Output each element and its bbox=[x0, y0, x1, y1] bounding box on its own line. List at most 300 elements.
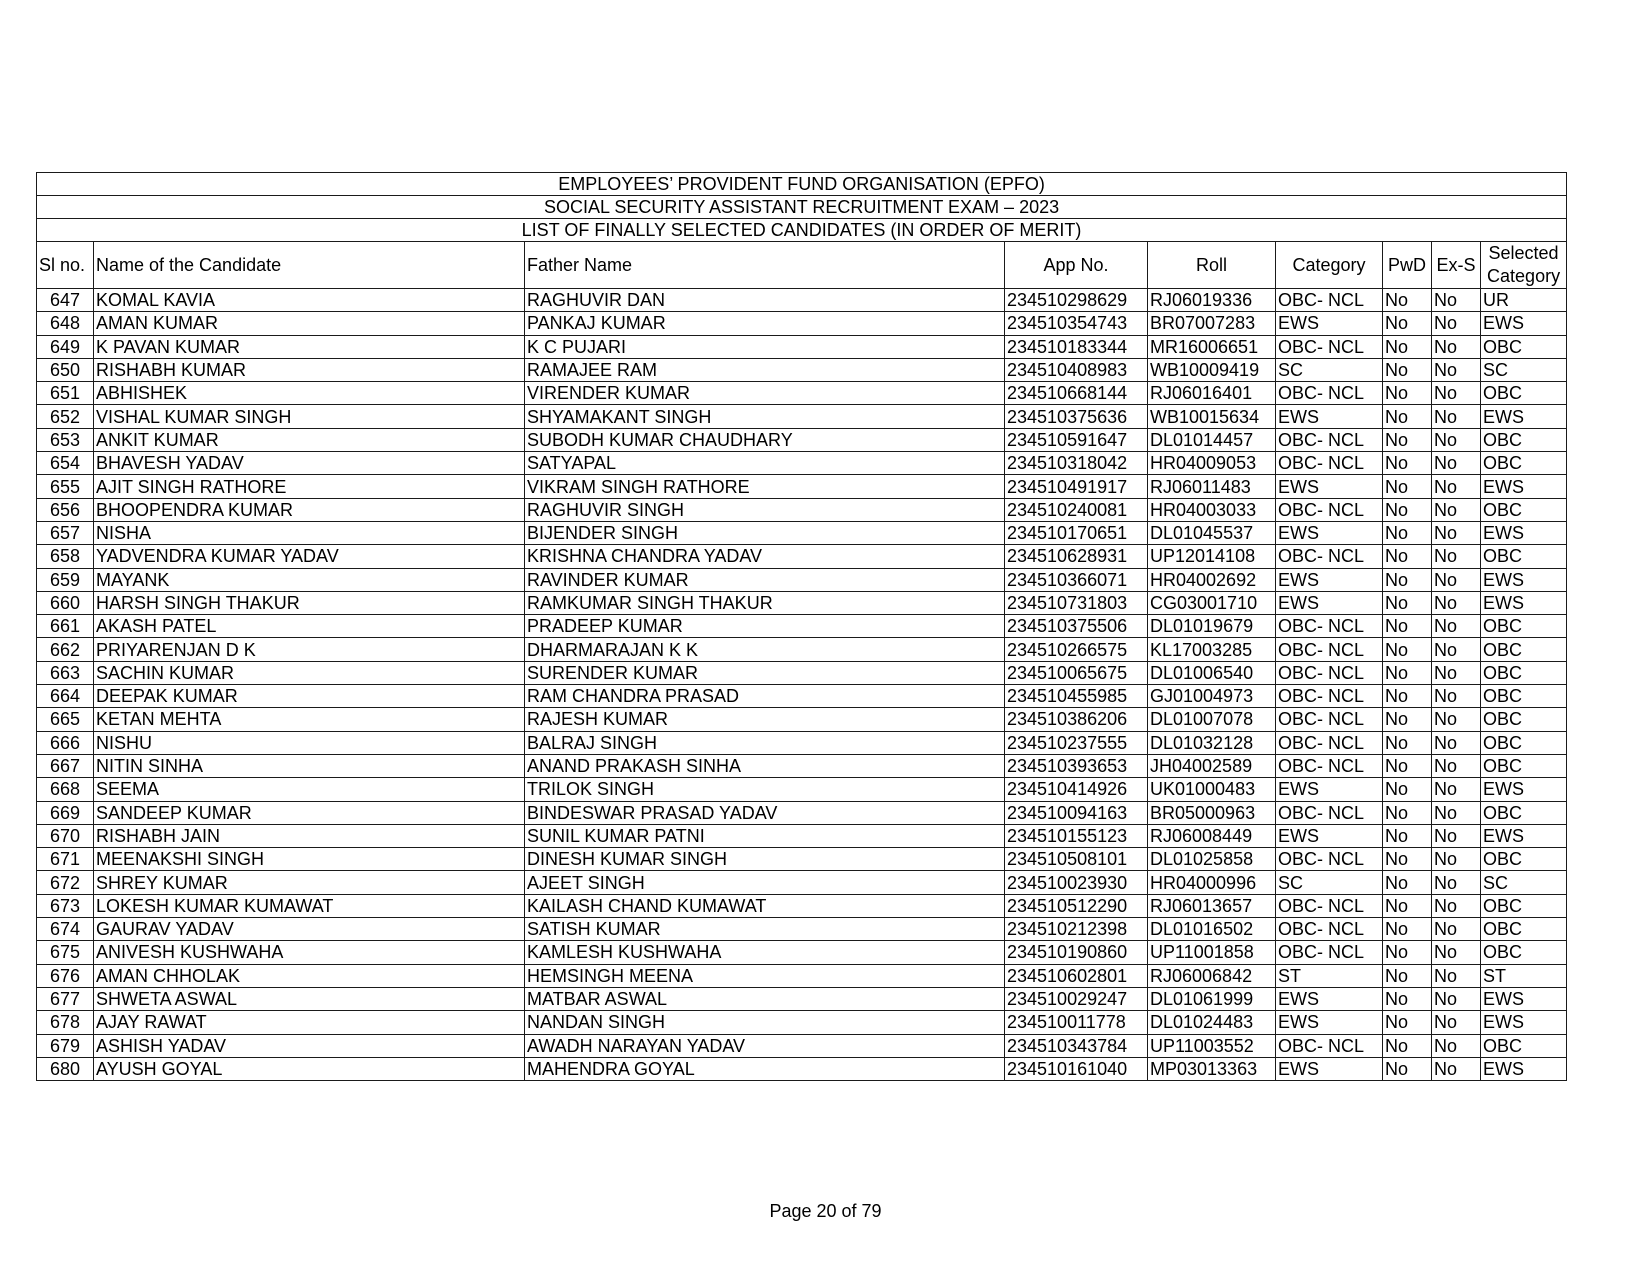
cell-father-name: MATBAR ASWAL bbox=[525, 987, 1005, 1010]
cell-roll: RJ06019336 bbox=[1148, 289, 1276, 312]
cell-category: EWS bbox=[1276, 405, 1383, 428]
cell-selected-category: OBC bbox=[1481, 754, 1567, 777]
cell-pwd: No bbox=[1383, 1034, 1432, 1057]
cell-sl-no: 672 bbox=[37, 871, 94, 894]
table-row bbox=[37, 754, 1567, 777]
cell-app-no: 234510161040 bbox=[1005, 1057, 1148, 1080]
cell-roll: WB10015634 bbox=[1148, 405, 1276, 428]
cell-father-name: BINDESWAR PRASAD YADAV bbox=[525, 801, 1005, 824]
cell-sl-no: 656 bbox=[37, 498, 94, 521]
cell-roll: CG03001710 bbox=[1148, 591, 1276, 614]
table-row bbox=[37, 964, 1567, 987]
cell-ex-s: No bbox=[1432, 1057, 1481, 1080]
cell-sl-no: 674 bbox=[37, 918, 94, 941]
cell-roll: UP11001858 bbox=[1148, 941, 1276, 964]
col-header-sl-no: Sl no. bbox=[37, 242, 94, 289]
page-number: Page 20 of 79 bbox=[769, 1201, 882, 1221]
cell-selected-category: EWS bbox=[1481, 591, 1567, 614]
cell-selected-category: OBC bbox=[1481, 731, 1567, 754]
cell-pwd: No bbox=[1383, 428, 1432, 451]
cell-roll: GJ01004973 bbox=[1148, 685, 1276, 708]
cell-roll: DL01019679 bbox=[1148, 615, 1276, 638]
cell-ex-s: No bbox=[1432, 591, 1481, 614]
cell-candidate-name: ABHISHEK bbox=[94, 382, 525, 405]
cell-candidate-name: BHOOPENDRA KUMAR bbox=[94, 498, 525, 521]
cell-father-name: K C PUJARI bbox=[525, 335, 1005, 358]
cell-father-name: MAHENDRA GOYAL bbox=[525, 1057, 1005, 1080]
cell-sl-no: 657 bbox=[37, 521, 94, 544]
col-header-roll: Roll bbox=[1148, 242, 1276, 289]
cell-roll: MP03013363 bbox=[1148, 1057, 1276, 1080]
cell-selected-category: EWS bbox=[1481, 987, 1567, 1010]
table-row bbox=[37, 289, 1567, 312]
cell-app-no: 234510190860 bbox=[1005, 941, 1148, 964]
cell-app-no: 234510266575 bbox=[1005, 638, 1148, 661]
cell-father-name: DINESH KUMAR SINGH bbox=[525, 848, 1005, 871]
cell-pwd: No bbox=[1383, 1057, 1432, 1080]
cell-category: EWS bbox=[1276, 824, 1383, 847]
cell-app-no: 234510512290 bbox=[1005, 894, 1148, 917]
cell-category: OBC- NCL bbox=[1276, 638, 1383, 661]
cell-category: OBC- NCL bbox=[1276, 894, 1383, 917]
col-header-selected-category bbox=[1481, 242, 1567, 289]
cell-selected-category: OBC bbox=[1481, 382, 1567, 405]
cell-roll: HR04009053 bbox=[1148, 452, 1276, 475]
cell-sl-no: 647 bbox=[37, 289, 94, 312]
cell-app-no: 234510602801 bbox=[1005, 964, 1148, 987]
cell-category: OBC- NCL bbox=[1276, 498, 1383, 521]
cell-pwd: No bbox=[1383, 312, 1432, 335]
cell-father-name: PANKAJ KUMAR bbox=[525, 312, 1005, 335]
cell-candidate-name: MEENAKSHI SINGH bbox=[94, 848, 525, 871]
table-row bbox=[37, 1034, 1567, 1057]
cell-app-no: 234510183344 bbox=[1005, 335, 1148, 358]
cell-category: OBC- NCL bbox=[1276, 452, 1383, 475]
cell-app-no: 234510094163 bbox=[1005, 801, 1148, 824]
cell-candidate-name: SEEMA bbox=[94, 778, 525, 801]
cell-ex-s: No bbox=[1432, 428, 1481, 451]
cell-pwd: No bbox=[1383, 545, 1432, 568]
table-row bbox=[37, 475, 1567, 498]
cell-father-name: SATISH KUMAR bbox=[525, 918, 1005, 941]
table-row bbox=[37, 545, 1567, 568]
cell-app-no: 234510029247 bbox=[1005, 987, 1148, 1010]
cell-selected-category: ST bbox=[1481, 964, 1567, 987]
cell-app-no: 234510668144 bbox=[1005, 382, 1148, 405]
cell-ex-s: No bbox=[1432, 941, 1481, 964]
cell-sl-no: 649 bbox=[37, 335, 94, 358]
cell-app-no: 234510393653 bbox=[1005, 754, 1148, 777]
cell-app-no: 234510318042 bbox=[1005, 452, 1148, 475]
col-header-ex-s: Ex-S bbox=[1432, 242, 1481, 289]
table-row bbox=[37, 778, 1567, 801]
cell-candidate-name: RISHABH JAIN bbox=[94, 824, 525, 847]
cell-father-name: SATYAPAL bbox=[525, 452, 1005, 475]
col-header-app-no: App No. bbox=[1005, 242, 1148, 289]
cell-category: EWS bbox=[1276, 312, 1383, 335]
cell-pwd: No bbox=[1383, 358, 1432, 381]
cell-selected-category: EWS bbox=[1481, 405, 1567, 428]
cell-category: OBC- NCL bbox=[1276, 1034, 1383, 1057]
table-row bbox=[37, 382, 1567, 405]
cell-ex-s: No bbox=[1432, 498, 1481, 521]
cell-candidate-name: VISHAL KUMAR SINGH bbox=[94, 405, 525, 428]
cell-category: OBC- NCL bbox=[1276, 848, 1383, 871]
cell-father-name: KAILASH CHAND KUMAWAT bbox=[525, 894, 1005, 917]
cell-candidate-name: AYUSH GOYAL bbox=[94, 1057, 525, 1080]
cell-category: EWS bbox=[1276, 1057, 1383, 1080]
cell-father-name: RAGHUVIR DAN bbox=[525, 289, 1005, 312]
cell-pwd: No bbox=[1383, 918, 1432, 941]
cell-selected-category: OBC bbox=[1481, 1034, 1567, 1057]
cell-candidate-name: KETAN MEHTA bbox=[94, 708, 525, 731]
cell-father-name: KRISHNA CHANDRA YADAV bbox=[525, 545, 1005, 568]
cell-ex-s: No bbox=[1432, 801, 1481, 824]
cell-sl-no: 651 bbox=[37, 382, 94, 405]
cell-sl-no: 673 bbox=[37, 894, 94, 917]
cell-pwd: No bbox=[1383, 685, 1432, 708]
cell-category: EWS bbox=[1276, 778, 1383, 801]
cell-category: OBC- NCL bbox=[1276, 428, 1383, 451]
cell-pwd: No bbox=[1383, 405, 1432, 428]
cell-sl-no: 655 bbox=[37, 475, 94, 498]
cell-ex-s: No bbox=[1432, 475, 1481, 498]
cell-roll: DL01014457 bbox=[1148, 428, 1276, 451]
cell-sl-no: 667 bbox=[37, 754, 94, 777]
cell-candidate-name: AJAY RAWAT bbox=[94, 1011, 525, 1034]
table-row bbox=[37, 405, 1567, 428]
table-row bbox=[37, 685, 1567, 708]
cell-ex-s: No bbox=[1432, 382, 1481, 405]
cell-pwd: No bbox=[1383, 382, 1432, 405]
cell-app-no: 234510455985 bbox=[1005, 685, 1148, 708]
cell-app-no: 234510414926 bbox=[1005, 778, 1148, 801]
table-row bbox=[37, 428, 1567, 451]
cell-category: OBC- NCL bbox=[1276, 708, 1383, 731]
cell-app-no: 234510408983 bbox=[1005, 358, 1148, 381]
cell-sl-no: 662 bbox=[37, 638, 94, 661]
cell-app-no: 234510375506 bbox=[1005, 615, 1148, 638]
cell-candidate-name: RISHABH KUMAR bbox=[94, 358, 525, 381]
cell-ex-s: No bbox=[1432, 964, 1481, 987]
cell-roll: KL17003285 bbox=[1148, 638, 1276, 661]
cell-pwd: No bbox=[1383, 568, 1432, 591]
cell-selected-category: UR bbox=[1481, 289, 1567, 312]
table-row bbox=[37, 894, 1567, 917]
cell-roll: HR04002692 bbox=[1148, 568, 1276, 591]
cell-category: OBC- NCL bbox=[1276, 335, 1383, 358]
cell-pwd: No bbox=[1383, 475, 1432, 498]
cell-selected-category: OBC bbox=[1481, 452, 1567, 475]
table-row bbox=[37, 638, 1567, 661]
list-title: LIST OF FINALLY SELECTED CANDIDATES (IN ORDER OF MERIT) bbox=[37, 219, 1567, 242]
cell-ex-s: No bbox=[1432, 545, 1481, 568]
cell-pwd: No bbox=[1383, 894, 1432, 917]
cell-candidate-name: AKASH PATEL bbox=[94, 615, 525, 638]
cell-father-name: RAGHUVIR SINGH bbox=[525, 498, 1005, 521]
cell-sl-no: 665 bbox=[37, 708, 94, 731]
cell-pwd: No bbox=[1383, 521, 1432, 544]
cell-roll: DL01007078 bbox=[1148, 708, 1276, 731]
cell-father-name: NANDAN SINGH bbox=[525, 1011, 1005, 1034]
cell-roll: DL01006540 bbox=[1148, 661, 1276, 684]
cell-sl-no: 669 bbox=[37, 801, 94, 824]
cell-ex-s: No bbox=[1432, 452, 1481, 475]
cell-sl-no: 679 bbox=[37, 1034, 94, 1057]
cell-father-name: BALRAJ SINGH bbox=[525, 731, 1005, 754]
cell-category: OBC- NCL bbox=[1276, 731, 1383, 754]
cell-pwd: No bbox=[1383, 754, 1432, 777]
org-title: EMPLOYEES’ PROVIDENT FUND ORGANISATION (EPFO) bbox=[37, 173, 1567, 196]
cell-pwd: No bbox=[1383, 778, 1432, 801]
cell-roll: DL01025858 bbox=[1148, 848, 1276, 871]
cell-selected-category: EWS bbox=[1481, 778, 1567, 801]
cell-app-no: 234510023930 bbox=[1005, 871, 1148, 894]
cell-pwd: No bbox=[1383, 964, 1432, 987]
cell-candidate-name: NISHA bbox=[94, 521, 525, 544]
cell-pwd: No bbox=[1383, 871, 1432, 894]
cell-selected-category: EWS bbox=[1481, 1011, 1567, 1034]
cell-ex-s: No bbox=[1432, 312, 1481, 335]
table-row bbox=[37, 358, 1567, 381]
cell-father-name: AWADH NARAYAN YADAV bbox=[525, 1034, 1005, 1057]
cell-sl-no: 680 bbox=[37, 1057, 94, 1080]
cell-candidate-name: K PAVAN KUMAR bbox=[94, 335, 525, 358]
cell-sl-no: 668 bbox=[37, 778, 94, 801]
cell-app-no: 234510731803 bbox=[1005, 591, 1148, 614]
cell-candidate-name: LOKESH KUMAR KUMAWAT bbox=[94, 894, 525, 917]
cell-selected-category: OBC bbox=[1481, 638, 1567, 661]
cell-pwd: No bbox=[1383, 824, 1432, 847]
cell-father-name: SHYAMAKANT SINGH bbox=[525, 405, 1005, 428]
col-header-father-name: Father Name bbox=[525, 242, 1005, 289]
cell-candidate-name: YADVENDRA KUMAR YADAV bbox=[94, 545, 525, 568]
cell-ex-s: No bbox=[1432, 871, 1481, 894]
cell-app-no: 234510237555 bbox=[1005, 731, 1148, 754]
cell-father-name: BIJENDER SINGH bbox=[525, 521, 1005, 544]
cell-selected-category: OBC bbox=[1481, 708, 1567, 731]
cell-sl-no: 664 bbox=[37, 685, 94, 708]
cell-app-no: 234510366071 bbox=[1005, 568, 1148, 591]
cell-pwd: No bbox=[1383, 661, 1432, 684]
cell-father-name: HEMSINGH MEENA bbox=[525, 964, 1005, 987]
selected-label-line2: Category bbox=[1487, 266, 1561, 286]
cell-ex-s: No bbox=[1432, 335, 1481, 358]
cell-category: EWS bbox=[1276, 987, 1383, 1010]
cell-candidate-name: ANIVESH KUSHWAHA bbox=[94, 941, 525, 964]
table-row bbox=[37, 824, 1567, 847]
cell-pwd: No bbox=[1383, 615, 1432, 638]
cell-father-name: VIRENDER KUMAR bbox=[525, 382, 1005, 405]
cell-selected-category: SC bbox=[1481, 358, 1567, 381]
cell-ex-s: No bbox=[1432, 848, 1481, 871]
cell-category: OBC- NCL bbox=[1276, 754, 1383, 777]
cell-father-name: RAJESH KUMAR bbox=[525, 708, 1005, 731]
cell-candidate-name: SHREY KUMAR bbox=[94, 871, 525, 894]
table-body bbox=[37, 289, 1567, 1081]
table-row bbox=[37, 731, 1567, 754]
cell-candidate-name: HARSH SINGH THAKUR bbox=[94, 591, 525, 614]
cell-category: SC bbox=[1276, 871, 1383, 894]
cell-ex-s: No bbox=[1432, 708, 1481, 731]
cell-father-name: VIKRAM SINGH RATHORE bbox=[525, 475, 1005, 498]
table-row bbox=[37, 335, 1567, 358]
selected-label-line1: Selected bbox=[1488, 243, 1559, 263]
cell-selected-category: SC bbox=[1481, 871, 1567, 894]
cell-app-no: 234510386206 bbox=[1005, 708, 1148, 731]
cell-sl-no: 653 bbox=[37, 428, 94, 451]
table-row bbox=[37, 312, 1567, 335]
cell-ex-s: No bbox=[1432, 615, 1481, 638]
cell-candidate-name: GAURAV YADAV bbox=[94, 918, 525, 941]
cell-selected-category: EWS bbox=[1481, 568, 1567, 591]
cell-roll: UK01000483 bbox=[1148, 778, 1276, 801]
cell-roll: HR04003033 bbox=[1148, 498, 1276, 521]
cell-ex-s: No bbox=[1432, 661, 1481, 684]
cell-ex-s: No bbox=[1432, 824, 1481, 847]
cell-selected-category: EWS bbox=[1481, 824, 1567, 847]
cell-roll: DL01061999 bbox=[1148, 987, 1276, 1010]
cell-roll: BR05000963 bbox=[1148, 801, 1276, 824]
cell-roll: JH04002589 bbox=[1148, 754, 1276, 777]
cell-father-name: KAMLESH KUSHWAHA bbox=[525, 941, 1005, 964]
cell-selected-category: OBC bbox=[1481, 335, 1567, 358]
cell-pwd: No bbox=[1383, 498, 1432, 521]
table-row bbox=[37, 848, 1567, 871]
cell-roll: DL01024483 bbox=[1148, 1011, 1276, 1034]
cell-app-no: 234510170651 bbox=[1005, 521, 1148, 544]
cell-ex-s: No bbox=[1432, 1034, 1481, 1057]
cell-father-name: AJEET SINGH bbox=[525, 871, 1005, 894]
col-header-category: Category bbox=[1276, 242, 1383, 289]
cell-roll: RJ06013657 bbox=[1148, 894, 1276, 917]
cell-sl-no: 650 bbox=[37, 358, 94, 381]
cell-ex-s: No bbox=[1432, 358, 1481, 381]
cell-father-name: RAMAJEE RAM bbox=[525, 358, 1005, 381]
cell-selected-category: EWS bbox=[1481, 312, 1567, 335]
cell-father-name: SURENDER KUMAR bbox=[525, 661, 1005, 684]
cell-candidate-name: ANKIT KUMAR bbox=[94, 428, 525, 451]
cell-ex-s: No bbox=[1432, 405, 1481, 428]
cell-ex-s: No bbox=[1432, 685, 1481, 708]
cell-ex-s: No bbox=[1432, 289, 1481, 312]
cell-father-name: PRADEEP KUMAR bbox=[525, 615, 1005, 638]
cell-candidate-name: AMAN KUMAR bbox=[94, 312, 525, 335]
cell-app-no: 234510155123 bbox=[1005, 824, 1148, 847]
cell-ex-s: No bbox=[1432, 894, 1481, 917]
table-row bbox=[37, 498, 1567, 521]
cell-category: OBC- NCL bbox=[1276, 382, 1383, 405]
cell-father-name: ANAND PRAKASH SINHA bbox=[525, 754, 1005, 777]
cell-category: OBC- NCL bbox=[1276, 615, 1383, 638]
cell-roll: RJ06008449 bbox=[1148, 824, 1276, 847]
cell-roll: UP12014108 bbox=[1148, 545, 1276, 568]
cell-roll: DL01032128 bbox=[1148, 731, 1276, 754]
table-row bbox=[37, 801, 1567, 824]
cell-ex-s: No bbox=[1432, 1011, 1481, 1034]
cell-pwd: No bbox=[1383, 452, 1432, 475]
cell-ex-s: No bbox=[1432, 918, 1481, 941]
cell-category: OBC- NCL bbox=[1276, 918, 1383, 941]
cell-app-no: 234510375636 bbox=[1005, 405, 1148, 428]
cell-sl-no: 654 bbox=[37, 452, 94, 475]
cell-candidate-name: AJIT SINGH RATHORE bbox=[94, 475, 525, 498]
cell-sl-no: 676 bbox=[37, 964, 94, 987]
selected-candidates-table bbox=[36, 172, 1567, 1081]
cell-app-no: 234510354743 bbox=[1005, 312, 1148, 335]
cell-pwd: No bbox=[1383, 591, 1432, 614]
cell-app-no: 234510508101 bbox=[1005, 848, 1148, 871]
cell-category: EWS bbox=[1276, 475, 1383, 498]
cell-app-no: 234510011778 bbox=[1005, 1011, 1148, 1034]
cell-sl-no: 675 bbox=[37, 941, 94, 964]
cell-father-name: RAM CHANDRA PRASAD bbox=[525, 685, 1005, 708]
table-row bbox=[37, 452, 1567, 475]
col-header-pwd: PwD bbox=[1383, 242, 1432, 289]
cell-selected-category: OBC bbox=[1481, 685, 1567, 708]
cell-roll: HR04000996 bbox=[1148, 871, 1276, 894]
cell-ex-s: No bbox=[1432, 778, 1481, 801]
cell-father-name: SUNIL KUMAR PATNI bbox=[525, 824, 1005, 847]
cell-selected-category: OBC bbox=[1481, 498, 1567, 521]
cell-pwd: No bbox=[1383, 638, 1432, 661]
cell-selected-category: EWS bbox=[1481, 1057, 1567, 1080]
cell-ex-s: No bbox=[1432, 521, 1481, 544]
cell-pwd: No bbox=[1383, 987, 1432, 1010]
cell-candidate-name: PRIYARENJAN D K bbox=[94, 638, 525, 661]
cell-selected-category: OBC bbox=[1481, 615, 1567, 638]
cell-app-no: 234510298629 bbox=[1005, 289, 1148, 312]
cell-pwd: No bbox=[1383, 335, 1432, 358]
cell-pwd: No bbox=[1383, 289, 1432, 312]
cell-selected-category: OBC bbox=[1481, 894, 1567, 917]
cell-ex-s: No bbox=[1432, 754, 1481, 777]
cell-category: OBC- NCL bbox=[1276, 685, 1383, 708]
cell-ex-s: No bbox=[1432, 638, 1481, 661]
cell-category: OBC- NCL bbox=[1276, 801, 1383, 824]
cell-father-name: RAVINDER KUMAR bbox=[525, 568, 1005, 591]
cell-pwd: No bbox=[1383, 708, 1432, 731]
table-row bbox=[37, 661, 1567, 684]
cell-category: SC bbox=[1276, 358, 1383, 381]
cell-category: OBC- NCL bbox=[1276, 545, 1383, 568]
cell-selected-category: OBC bbox=[1481, 661, 1567, 684]
cell-candidate-name: AMAN CHHOLAK bbox=[94, 964, 525, 987]
cell-candidate-name: SACHIN KUMAR bbox=[94, 661, 525, 684]
cell-roll: WB10009419 bbox=[1148, 358, 1276, 381]
cell-roll: DL01045537 bbox=[1148, 521, 1276, 544]
cell-sl-no: 660 bbox=[37, 591, 94, 614]
table-row bbox=[37, 918, 1567, 941]
cell-pwd: No bbox=[1383, 801, 1432, 824]
cell-pwd: No bbox=[1383, 941, 1432, 964]
cell-sl-no: 648 bbox=[37, 312, 94, 335]
cell-sl-no: 678 bbox=[37, 1011, 94, 1034]
cell-sl-no: 658 bbox=[37, 545, 94, 568]
cell-candidate-name: DEEPAK KUMAR bbox=[94, 685, 525, 708]
exam-title: SOCIAL SECURITY ASSISTANT RECRUITMENT EXAM – 2023 bbox=[37, 196, 1567, 219]
table-row bbox=[37, 1011, 1567, 1034]
table-row bbox=[37, 591, 1567, 614]
cell-roll: BR07007283 bbox=[1148, 312, 1276, 335]
cell-roll: RJ06011483 bbox=[1148, 475, 1276, 498]
cell-father-name: RAMKUMAR SINGH THAKUR bbox=[525, 591, 1005, 614]
col-header-name: Name of the Candidate bbox=[94, 242, 525, 289]
cell-sl-no: 663 bbox=[37, 661, 94, 684]
cell-candidate-name: SANDEEP KUMAR bbox=[94, 801, 525, 824]
cell-selected-category: EWS bbox=[1481, 475, 1567, 498]
cell-father-name: DHARMARAJAN K K bbox=[525, 638, 1005, 661]
